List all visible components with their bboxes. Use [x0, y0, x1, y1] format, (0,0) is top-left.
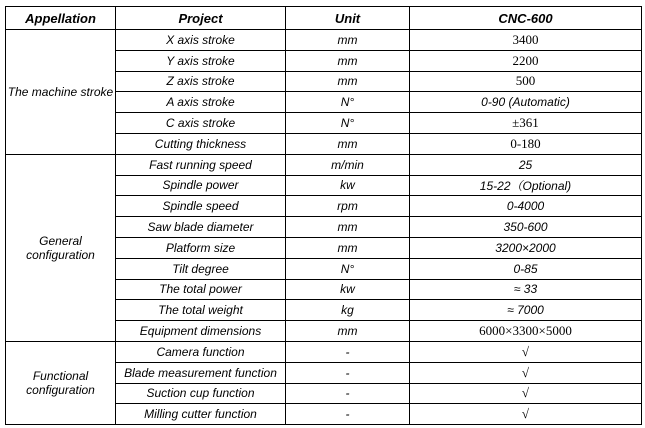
unit-cell: -: [286, 383, 410, 404]
value-cell: ≈ 33: [410, 279, 642, 300]
value-cell: 6000×3300×5000: [410, 321, 642, 342]
group-general-configuration: General configuration: [6, 154, 116, 341]
value-cell: 2200: [410, 50, 642, 71]
header-model: CNC-600: [410, 7, 642, 30]
value-cell: 3200×2000: [410, 237, 642, 258]
value-cell: 0-180: [410, 133, 642, 154]
project-cell: Fast running speed: [116, 154, 286, 175]
unit-cell: -: [286, 341, 410, 362]
unit-cell: N°: [286, 113, 410, 134]
project-cell: Spindle power: [116, 175, 286, 196]
unit-cell: N°: [286, 92, 410, 113]
check-mark-cell: √: [410, 404, 642, 425]
header-appellation: Appellation: [6, 7, 116, 30]
check-mark-cell: √: [410, 383, 642, 404]
spec-table: [5, 6, 642, 425]
group-functional-configuration: Functional configuration: [6, 341, 116, 424]
table-row: [6, 30, 642, 51]
value-cell: 0-4000: [410, 196, 642, 217]
unit-cell: mm: [286, 30, 410, 51]
value-cell: 350-600: [410, 217, 642, 238]
unit-cell: kw: [286, 279, 410, 300]
project-cell: Camera function: [116, 341, 286, 362]
project-cell: Saw blade diameter: [116, 217, 286, 238]
project-cell: C axis stroke: [116, 113, 286, 134]
header-project: Project: [116, 7, 286, 30]
value-cell: ±361: [410, 113, 642, 134]
project-cell: Y axis stroke: [116, 50, 286, 71]
check-mark-cell: √: [410, 341, 642, 362]
unit-cell: mm: [286, 217, 410, 238]
project-cell: Z axis stroke: [116, 71, 286, 92]
project-cell: Equipment dimensions: [116, 321, 286, 342]
project-cell: Milling cutter function: [116, 404, 286, 425]
value-cell: 500: [410, 71, 642, 92]
unit-cell: kg: [286, 300, 410, 321]
value-cell: 3400: [410, 30, 642, 51]
project-cell: Cutting thickness: [116, 133, 286, 154]
table-row: [6, 154, 642, 175]
project-cell: Suction cup function: [116, 383, 286, 404]
check-mark-cell: √: [410, 362, 642, 383]
value-cell: 15-22（Optional): [410, 175, 642, 196]
table-row: [6, 341, 642, 362]
group-machine-stroke: The machine stroke: [6, 30, 116, 155]
project-cell: X axis stroke: [116, 30, 286, 51]
unit-cell: mm: [286, 321, 410, 342]
unit-cell: mm: [286, 237, 410, 258]
project-cell: Spindle speed: [116, 196, 286, 217]
unit-cell: mm: [286, 50, 410, 71]
unit-cell: -: [286, 362, 410, 383]
value-cell: ≈ 7000: [410, 300, 642, 321]
value-cell: 25: [410, 154, 642, 175]
unit-cell: m/min: [286, 154, 410, 175]
project-cell: A axis stroke: [116, 92, 286, 113]
project-cell: The total power: [116, 279, 286, 300]
value-cell: 0-90 (Automatic): [410, 92, 642, 113]
project-cell: Blade measurement function: [116, 362, 286, 383]
unit-cell: -: [286, 404, 410, 425]
value-cell: 0-85: [410, 258, 642, 279]
project-cell: The total weight: [116, 300, 286, 321]
unit-cell: kw: [286, 175, 410, 196]
unit-cell: N°: [286, 258, 410, 279]
header-unit: Unit: [286, 7, 410, 30]
header-row: [6, 7, 642, 30]
project-cell: Tilt degree: [116, 258, 286, 279]
unit-cell: rpm: [286, 196, 410, 217]
unit-cell: mm: [286, 133, 410, 154]
unit-cell: mm: [286, 71, 410, 92]
project-cell: Platform size: [116, 237, 286, 258]
